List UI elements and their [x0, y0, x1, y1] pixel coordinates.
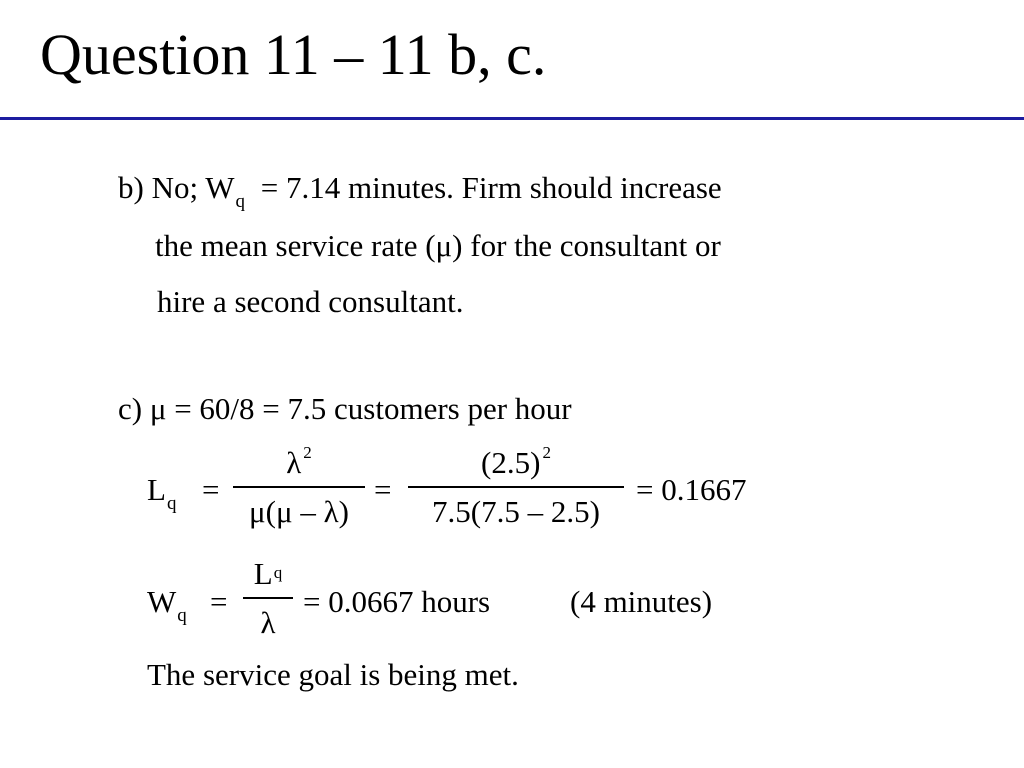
conclusion: The service goal is being met. [147, 657, 519, 692]
lq-result: = 0.1667 [636, 472, 747, 507]
lq-subscript: q [166, 493, 177, 514]
rate-squared-exponent: 2 [542, 443, 551, 462]
wq-lhs-subscript: q [177, 605, 187, 626]
wq-fraction-denominator: λ [260, 605, 276, 640]
lq-lhs [147, 472, 177, 514]
lq-equals-2: = [374, 472, 392, 507]
lq-fraction-2 [408, 443, 624, 529]
lambda-squared-exponent: 2 [303, 443, 312, 462]
lq-symbol: L [147, 472, 166, 507]
wq-fraction [243, 558, 293, 638]
part-b-prefix: b) No; W [118, 170, 235, 205]
wq-note: (4 minutes) [570, 584, 713, 619]
wq-equals-1: = [210, 584, 228, 619]
part-b-line-3: hire a second consultant. [157, 284, 464, 319]
lq-fraction-1 [233, 443, 365, 529]
part-b-line-2: the mean service rate (μ) for the consultant or [155, 228, 721, 263]
lq-fraction-2-denominator: 7.5(7.5 – 2.5) [432, 494, 600, 529]
wq-fraction-numerator: Lq [253, 556, 283, 591]
wq-lhs [147, 584, 187, 626]
wq-result: = 0.0667 hours [303, 584, 491, 619]
lq-fraction-1-numerator: λ $^2$ [286, 443, 312, 480]
lq-fraction-1-denominator: μ(μ – λ) [249, 494, 349, 529]
lq-equals-1: = [202, 472, 220, 507]
wq-subscript: q [235, 191, 246, 212]
lq-numerator-subscript: q [273, 563, 283, 582]
part-b-line-1-rest: = 7.14 minutes. Firm should increase [260, 170, 722, 205]
lq-fraction-2-numerator: (2.5) $^2$ [481, 443, 551, 480]
wq-symbol: W [147, 584, 177, 619]
title-divider [0, 117, 1024, 120]
slide-title: Question 11 – 11 b, c. [40, 22, 547, 87]
part-b-line-1 [118, 170, 722, 212]
part-c-line-1: c) μ = 60/8 = 7.5 customers per hour [118, 391, 572, 426]
